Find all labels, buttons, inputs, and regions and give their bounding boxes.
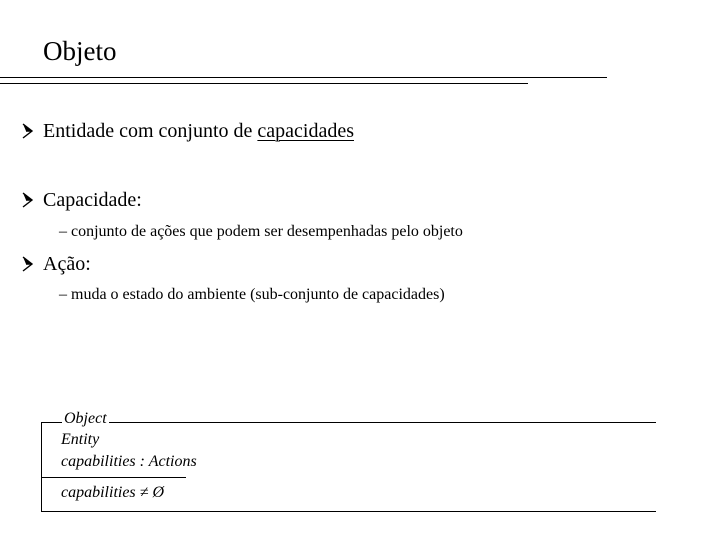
schema-left-line [41, 422, 42, 512]
arrowhead-bullet-icon [20, 118, 42, 144]
schema-predicate: capabilities ≠ Ø [61, 484, 164, 501]
bullet-text [43, 118, 354, 144]
underlined-term: capacidades [257, 120, 354, 142]
arrowhead-bullet-icon [20, 187, 42, 213]
title-divider-top [0, 77, 607, 78]
sub-bullet-action: – muda o estado do ambiente (sub-conjunto de capacidades) [59, 286, 445, 303]
arrowhead-bullet-icon [20, 251, 42, 277]
schema-top-line [41, 422, 656, 423]
z-schema-box [41, 406, 656, 512]
schema-declaration: capabilities : Actions [61, 453, 197, 470]
page-title: Objeto [43, 36, 117, 66]
schema-name: Object [64, 410, 107, 427]
bullet-text: Capacidade: [43, 189, 142, 211]
schema-divider-line [41, 477, 186, 478]
schema-declaration: Entity [61, 431, 100, 448]
schema-bottom-line [41, 511, 656, 512]
bullet-text-prefix: Entidade com conjunto de [43, 120, 258, 142]
sub-bullet-capability: – conjunto de ações que podem ser desempenhadas pelo objeto [59, 223, 463, 240]
title-divider-bottom [0, 83, 528, 84]
bullet-text: Ação: [43, 253, 91, 275]
